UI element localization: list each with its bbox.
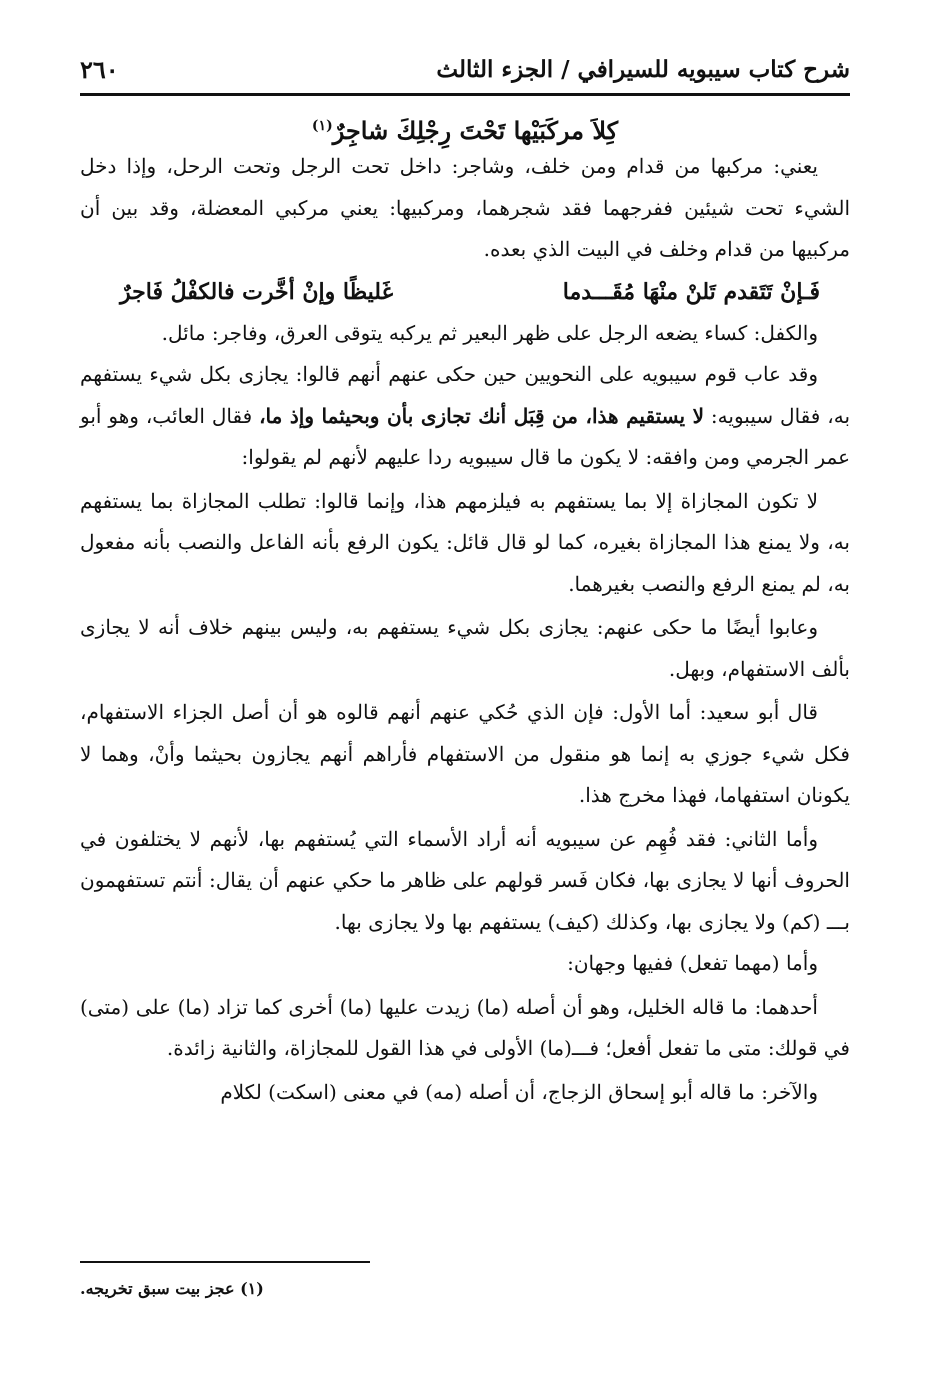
footnote-divider: [80, 1261, 370, 1263]
paragraph: والكفل: كساء يضعه الرجل على ظهر البعير ثم يركبه يتوقى العرق، وفاجر: مائل.: [161, 320, 818, 345]
paragraph: أحدهما: ما قاله الخليل، وهو أن أصله (ما) زيدت عليها (ما) أخرى كما تزاد (ما) على (متى) في قولك: متى ما تفعل أفعل؛ فـــ(ما) الأولى في هذا القول للمجازاة، والثانية زائدة.: [80, 994, 850, 1060]
paragraph-text: فقال العائب، وهو أبو عمر الجرمي ومن وافقه: لا يكون ما قال سيبويه ردا عليهم لأنهم لم يقولوا:: [80, 403, 850, 469]
paragraph: وأما الثاني: فقد فُهِم عن سيبويه أنه أراد الأسماء التي يُستفهم بها، لأنهم لا يختلفون في الحروف أنها لا يجازى بها، فكان فَسر قولهم على ظاهر ما حكي عنهم أن يقال: أنتم تستفهمون بـــ (كم) ولا يجازى بها، وكذلك (كيف) يستفهم بها ولا يجازى بها.: [80, 826, 850, 934]
verse-line: [80, 106, 850, 146]
footnote-text: (١) عجز بيت سبق تخريجه.: [80, 1279, 264, 1298]
paragraph: قال أبو سعيد: أما الأول: فإن الذي حُكي عنهم أنهم قالوه هو أن أصل الجزاء الاستفهام، فكل شيء جوزي به إنما هو منقول من الاستفهام فأراهم أنهم يجازون بحيثما وأنْ، وهما لا يكونان استفهاما، فهذا مخرج هذا.: [80, 700, 850, 807]
page-number: ٢٦٠: [80, 54, 119, 84]
footnote-marker: (١): [311, 118, 333, 134]
poetry-couplet: [80, 271, 850, 313]
paragraph: يعني: مركبها من قدام ومن خلف، وشاجر: داخل تحت الرجل وتحت الرحل، وإذا دخل الشيء تحت شيئين ففرجهما فقد شجرهما، ومركبيها: يعني مركبي المعضلة، وقد بين أن مركبيها من قدام وخلف في البيت الذي بعده.: [80, 154, 850, 261]
document-page: [80, 45, 850, 1355]
paragraph-text: وقد عاب قوم سيبويه على النحويين حين حكى عنهم أنهم قالوا: يجازى بكل شيء يستفهم به، فقال سيبويه:: [80, 362, 851, 428]
footnote: [80, 1279, 850, 1298]
paragraph: وعابوا أيضًا ما حكى عنهم: يجازى بكل شيء يستفهم به، وليس بينهم خلاف أنه لا يجازى بألف الاستفهام، وبهل.: [80, 615, 850, 681]
paragraph: والآخر: ما قاله أبو إسحاق الزجاج، أن أصله (مه) في معنى (اسكت) لكلام: [220, 1079, 818, 1104]
running-header: [80, 45, 850, 96]
couplet-second-hemistich: غَليظًا وإنْ أخَّرت فالكفْلُ فَاجرٌ: [120, 278, 394, 305]
paragraph: وأما (مهما تفعل) ففيها وجهان:: [567, 951, 818, 975]
paragraph: [80, 354, 850, 479]
paragraph: لا تكون المجازاة إلا بما يستفهم به فيلزمهم هذا، وإنما قالوا: تطلب المجازاة بما يستفهم به، ولا يمنع هذا المجازاة بغيره، كما لو قال قائل: يكون الرفع بأنه الفاعل والنصب بأنه مفعول به، لم يمنع الرفع والنصب بغيرهما.: [80, 488, 850, 596]
book-title: شرح كتاب سيبويه للسيرافي / الجزء الثالث: [436, 55, 850, 83]
couplet-first-hemistich: فَـإنْ تَتَقدم تَلنْ منْهَا مُقَـــدما: [562, 278, 820, 305]
verse-text: كِلاَ مركَبَيْها تَحْتَ رِجْلِكَ شاجِرٌ: [332, 116, 619, 145]
bold-quote: لا يستقيم هذا، من قِبَل أنك تجازى بأن وبحيثما وإذ ما،: [259, 403, 704, 428]
